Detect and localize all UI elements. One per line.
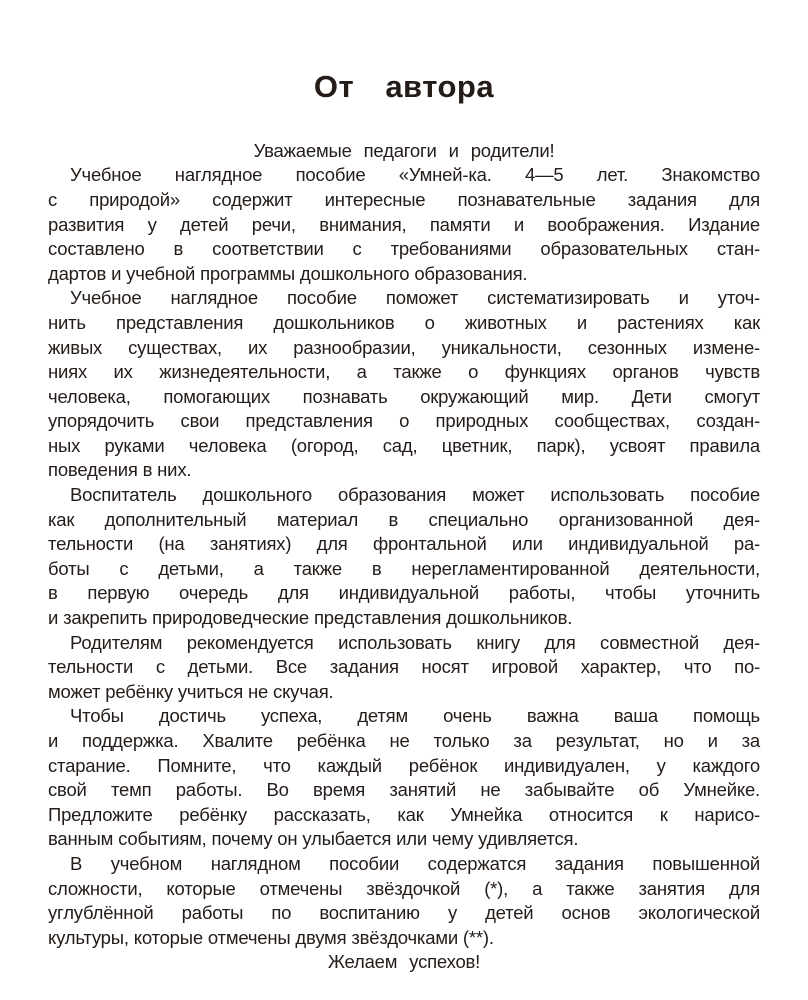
- salutation-line: Уважаемые педагоги и родители!: [253, 139, 555, 161]
- text-line: боты с детьми, а также в нерегламентированной деятельности,: [48, 557, 760, 579]
- text-line: Воспитатель дошкольного образования может использовать пособие: [70, 484, 760, 506]
- page: [48, 0, 760, 975]
- closing-line: Желаем успехов!: [327, 951, 481, 973]
- text-line: живых существах, их разнообразии, уникальности, сезонных измене-: [48, 336, 760, 358]
- text-line: тельности с детьми. Все задания носят игровой характер, что по-: [48, 656, 760, 678]
- text-line: поведения в них.: [48, 459, 192, 481]
- text-line: ниях их жизнедеятельности, а также о функциях органов чувств: [48, 361, 760, 383]
- page-title: От автора: [313, 68, 495, 104]
- text-line: Предложите ребёнку рассказать, как Умнейка относится к нарисо-: [48, 803, 760, 825]
- paragraph: [48, 631, 760, 705]
- text-line: нить представления дошкольников о животных и растениях как: [48, 311, 760, 333]
- text-line: как дополнительный материал в специально организованной дея-: [48, 508, 760, 530]
- text-line: может ребёнку учиться не скучая.: [48, 680, 334, 702]
- text-line: развития у детей речи, внимания, памяти и воображения. Издание: [48, 213, 760, 235]
- text-line: культуры, которые отмечены двумя звёздочками (**).: [48, 926, 494, 948]
- text-line: и закрепить природоведческие представления дошкольников.: [48, 607, 573, 629]
- text-line: Учебное наглядное пособие поможет систематизировать и уточ-: [70, 287, 760, 309]
- text-line: старание. Помните, что каждый ребёнок индивидуален, у каждого: [48, 754, 760, 776]
- text-line: тельности (на занятиях) для фронтальной или индивидуальной ра-: [48, 533, 760, 555]
- text-line: сложности, которые отмечены звёздочкой (*), а также занятия для: [48, 877, 760, 899]
- paragraph: [48, 852, 760, 950]
- paragraphs: [48, 163, 760, 950]
- text-line: углублённой работы по воспитанию у детей основ экологической: [48, 902, 760, 924]
- text-line: с природой» содержит интересные познавательные задания для: [48, 188, 760, 210]
- text-line: человека, помогающих познавать окружающий мир. Дети смогут: [48, 385, 760, 407]
- text-line: Родителям рекомендуется использовать книгу для совместной дея-: [70, 631, 760, 653]
- text-line: Чтобы достичь успеха, детям очень важна ваша помощь: [70, 705, 760, 727]
- paragraph: [48, 704, 760, 852]
- text-line: в первую очередь для индивидуальной работы, чтобы уточнить: [48, 582, 760, 604]
- paragraph: [48, 483, 760, 631]
- text-line: Учебное наглядное пособие «Умней-ка. 4—5 лет. Знакомство: [70, 164, 760, 186]
- text-line: составлено в соответствии с требованиями образовательных стан-: [48, 238, 760, 260]
- text-line: и поддержка. Хвалите ребёнка не только за результат, но и за: [48, 730, 760, 752]
- text-line: свой темп работы. Во время занятий не забывайте об Умнейке.: [48, 779, 760, 801]
- text-line: ных руками человека (огород, сад, цветник, парк), усвоят правила: [48, 434, 760, 456]
- paragraph: [48, 163, 760, 286]
- text-line: В учебном наглядном пособии содержатся задания повышенной: [70, 852, 760, 874]
- text-line: упорядочить свои представления о природных сообществах, создан-: [48, 410, 760, 432]
- paragraph: [48, 286, 760, 483]
- text-line: дартов и учебной программы дошкольного образования.: [48, 262, 528, 284]
- text-line: ванным событиям, почему он улыбается или чему удивляется.: [48, 828, 579, 850]
